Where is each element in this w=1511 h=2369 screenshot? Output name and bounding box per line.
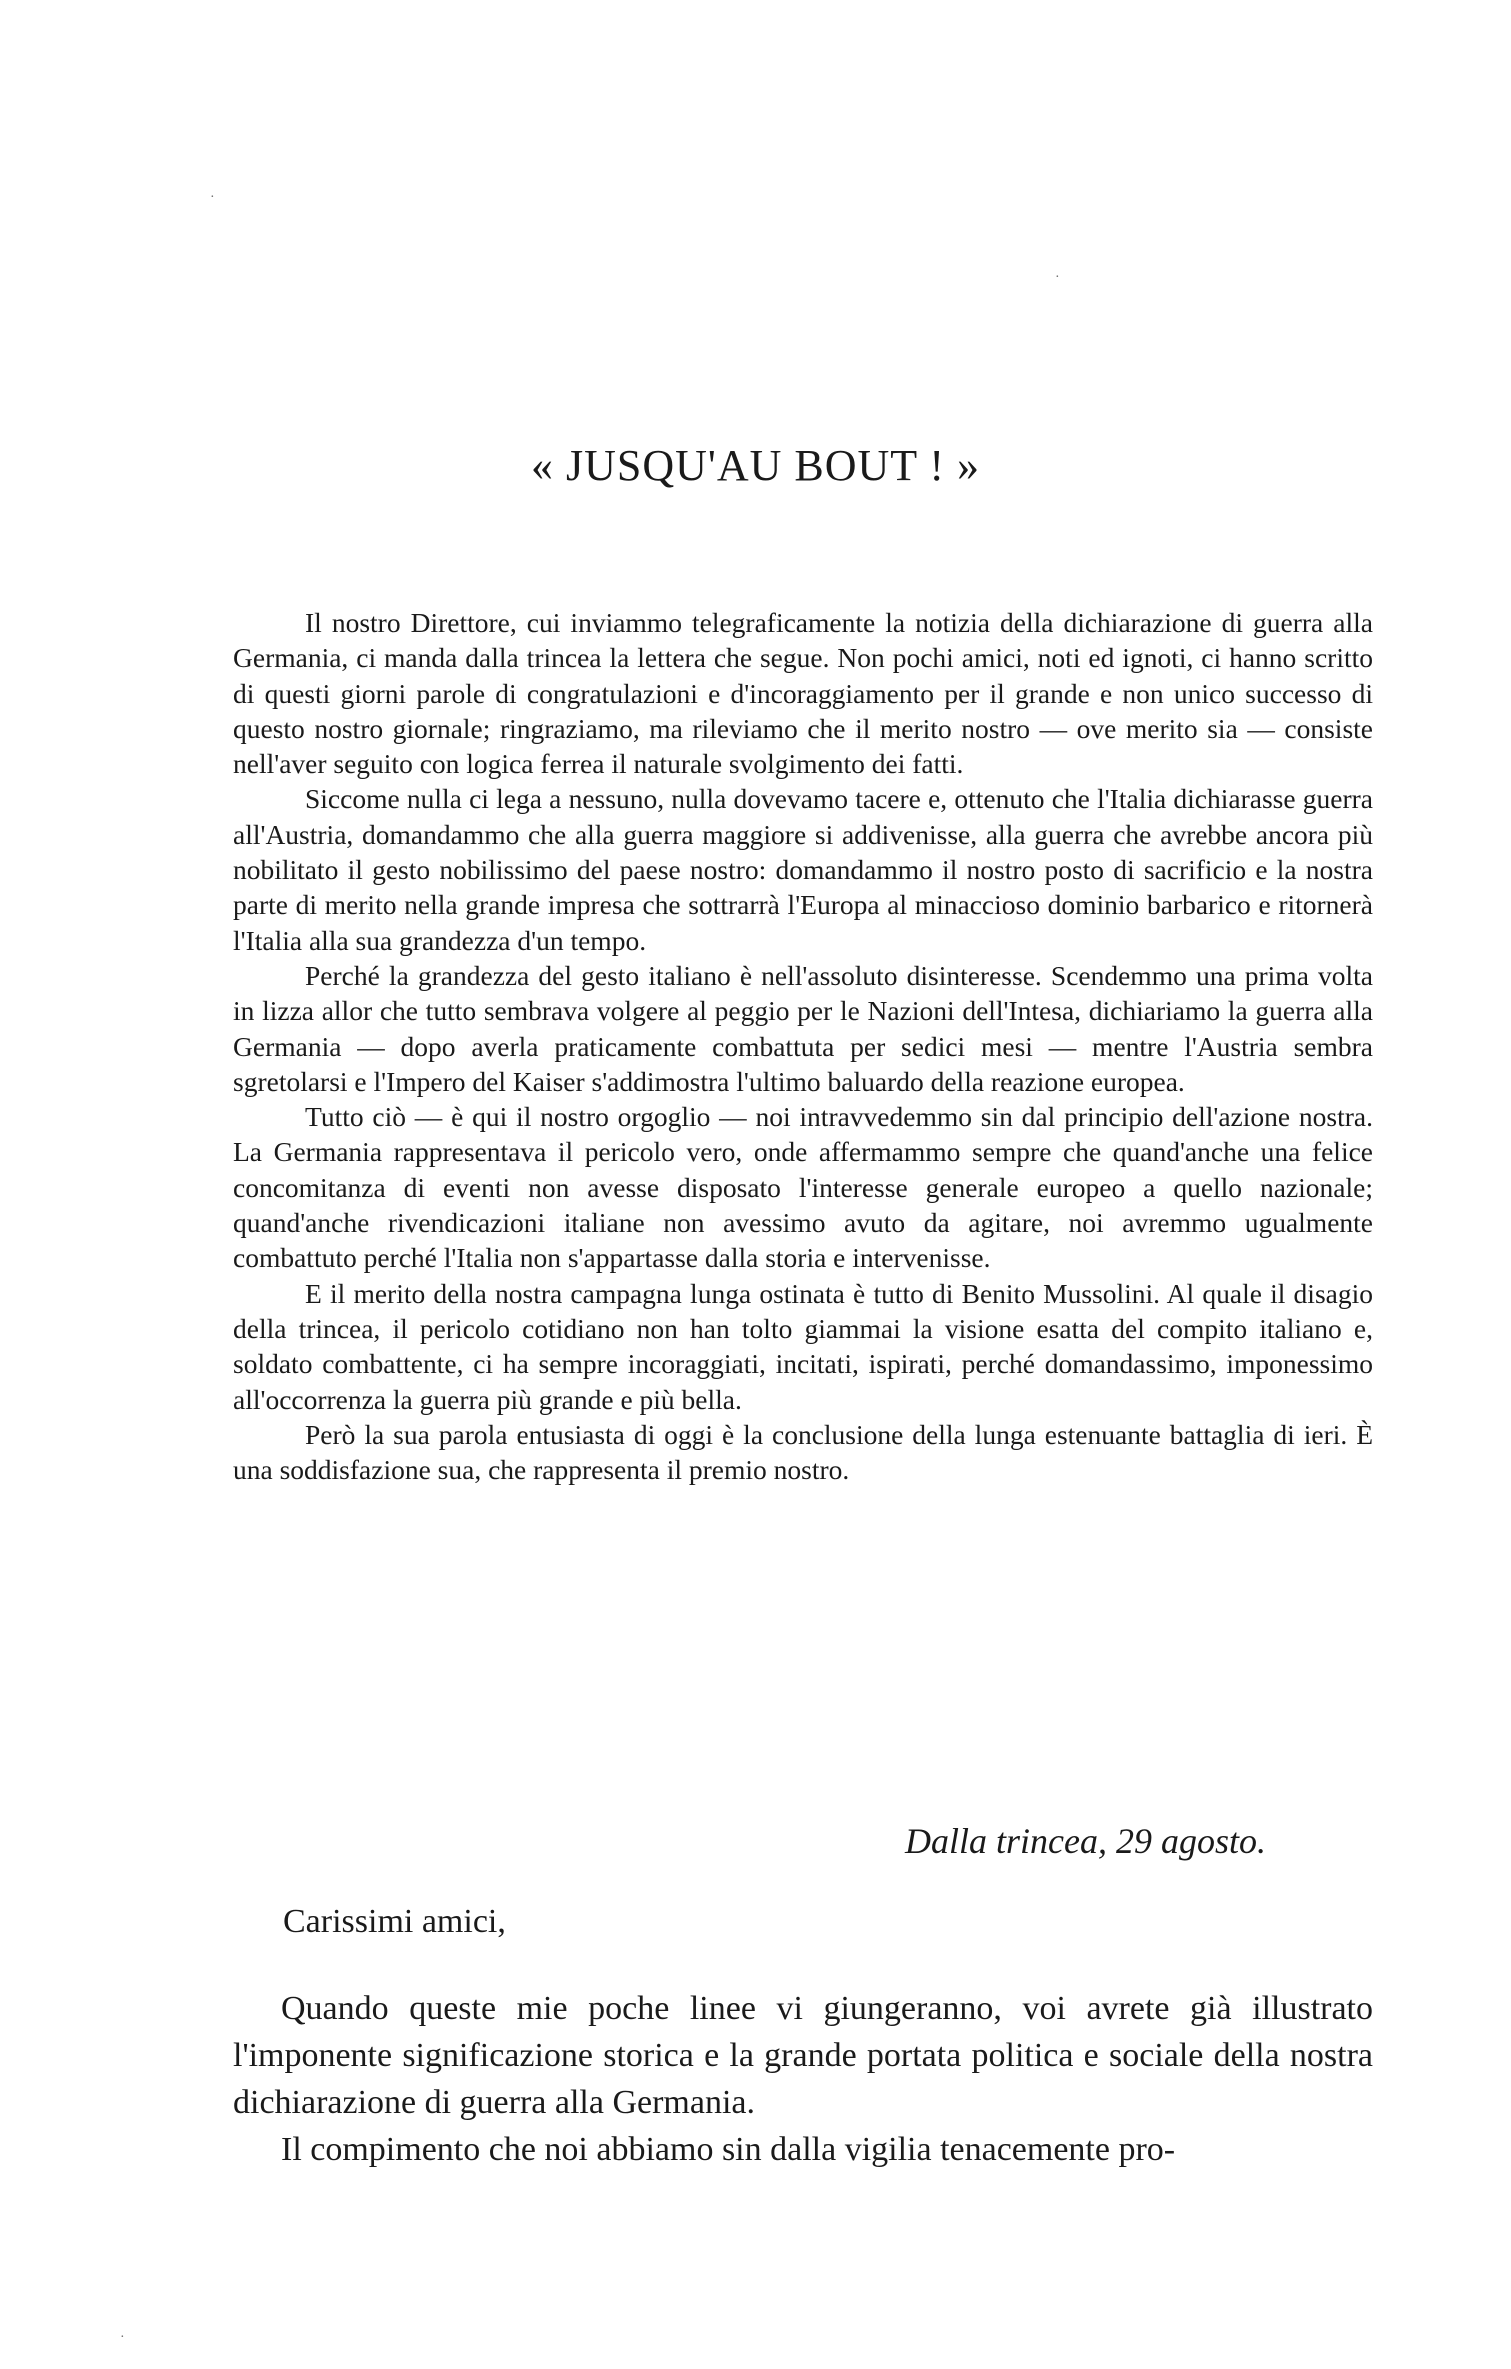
letter-salutation: Carissimi amici, xyxy=(283,1903,506,1940)
page-title: « JUSQU'AU BOUT ! » xyxy=(530,441,981,490)
intro-paragraph: Tutto ciò — è qui il nostro orgoglio — noi intravvedemmo sin dal principio dell'azione nostra. La Germania rappresentava il pericolo vero, onde affermammo sempre che quand'anche una felice concomitanza di eventi non avesse disposato l'interesse generale europeo a quello nazionale; quand'anche rivendicazioni italiane non avessimo avuto da agitare, noi avremmo ugualmente combattuto perché l'Italia non s'appartasse dalla storia e intervenisse. xyxy=(233,1101,1373,1274)
letter-body xyxy=(233,1985,1373,2173)
letter-paragraph: Il compimento che noi abbiamo sin dalla vigilia tenacemente pro- xyxy=(281,2131,1176,2168)
editorial-intro xyxy=(233,605,1373,1487)
letter-paragraph: Quando queste mie poche linee vi giungeranno, voi avrete già illustrato l'imponente significazione storica e la grande portata politica e sociale della nostra dichiarazione di guerra alla Germania. xyxy=(233,1990,1373,2121)
scan-speck: · xyxy=(1055,270,1060,285)
scan-speck: · xyxy=(120,2330,125,2345)
intro-paragraph: Il nostro Direttore, cui inviammo telegraficamente la notizia della dichiarazione di guerra alla Germania, ci manda dalla trincea la lettera che segue. Non pochi amici, noti ed ignoti, ci hanno scritto di questi giorni parole di congratulazioni e d'incoraggiamento per il grande e non unico successo di questo nostro giornale; ringraziamo, ma rileviamo che il merito nostro — ove merito sia — consiste nell'aver seguito con logica ferrea il naturale svolgimento dei fatti. xyxy=(233,607,1373,780)
intro-paragraph: Però la sua parola entusiasta di oggi è la conclusione della lunga estenuante battaglia di ieri. È una soddisfazione sua, che rappresenta il premio nostro. xyxy=(233,1418,1373,1486)
letter-dateline: Dalla trincea, 29 agosto. xyxy=(905,1821,1266,1861)
intro-paragraph: E il merito della nostra campagna lunga ostinata è tutto di Benito Mussolini. Al quale il disagio della trincea, il pericolo cotidiano non han tolto giammai la visione esatta del compito italiano e, soldato combattente, ci ha sempre incoraggiati, incitati, ispirati, perché domandassimo, imponessimo all'occorrenza la guerra più grande e più bella. xyxy=(233,1277,1373,1415)
intro-paragraph: Siccome nulla ci lega a nessuno, nulla dovevamo tacere e, ottenuto che l'Italia dichiarasse guerra all'Austria, domandammo che alla guerra maggiore si addivenisse, alla guerra che avrebbe ancora più nobilitato il gesto nobilissimo del paese nostro: domandammo il nostro posto di sacrificio e la nostra parte di merito nella grande impresa che sottrarrà l'Europa al minaccioso dominio barbarico e ritornerà l'Italia alla sua grandezza d'un tempo. xyxy=(233,783,1373,956)
intro-paragraph: Perché la grandezza del gesto italiano è nell'assoluto disinteresse. Scendemmo una prima volta in lizza allor che tutto sembrava volgere al peggio per le Nazioni dell'Intesa, dichiariamo la guerra alla Germania — dopo averla praticamente combattuta per sedici mesi — mentre l'Austria sembra sgretolarsi e l'Impero del Kaiser s'addimostra l'ultimo baluardo della reazione europea. xyxy=(233,959,1373,1097)
scan-speck: · xyxy=(210,190,215,205)
